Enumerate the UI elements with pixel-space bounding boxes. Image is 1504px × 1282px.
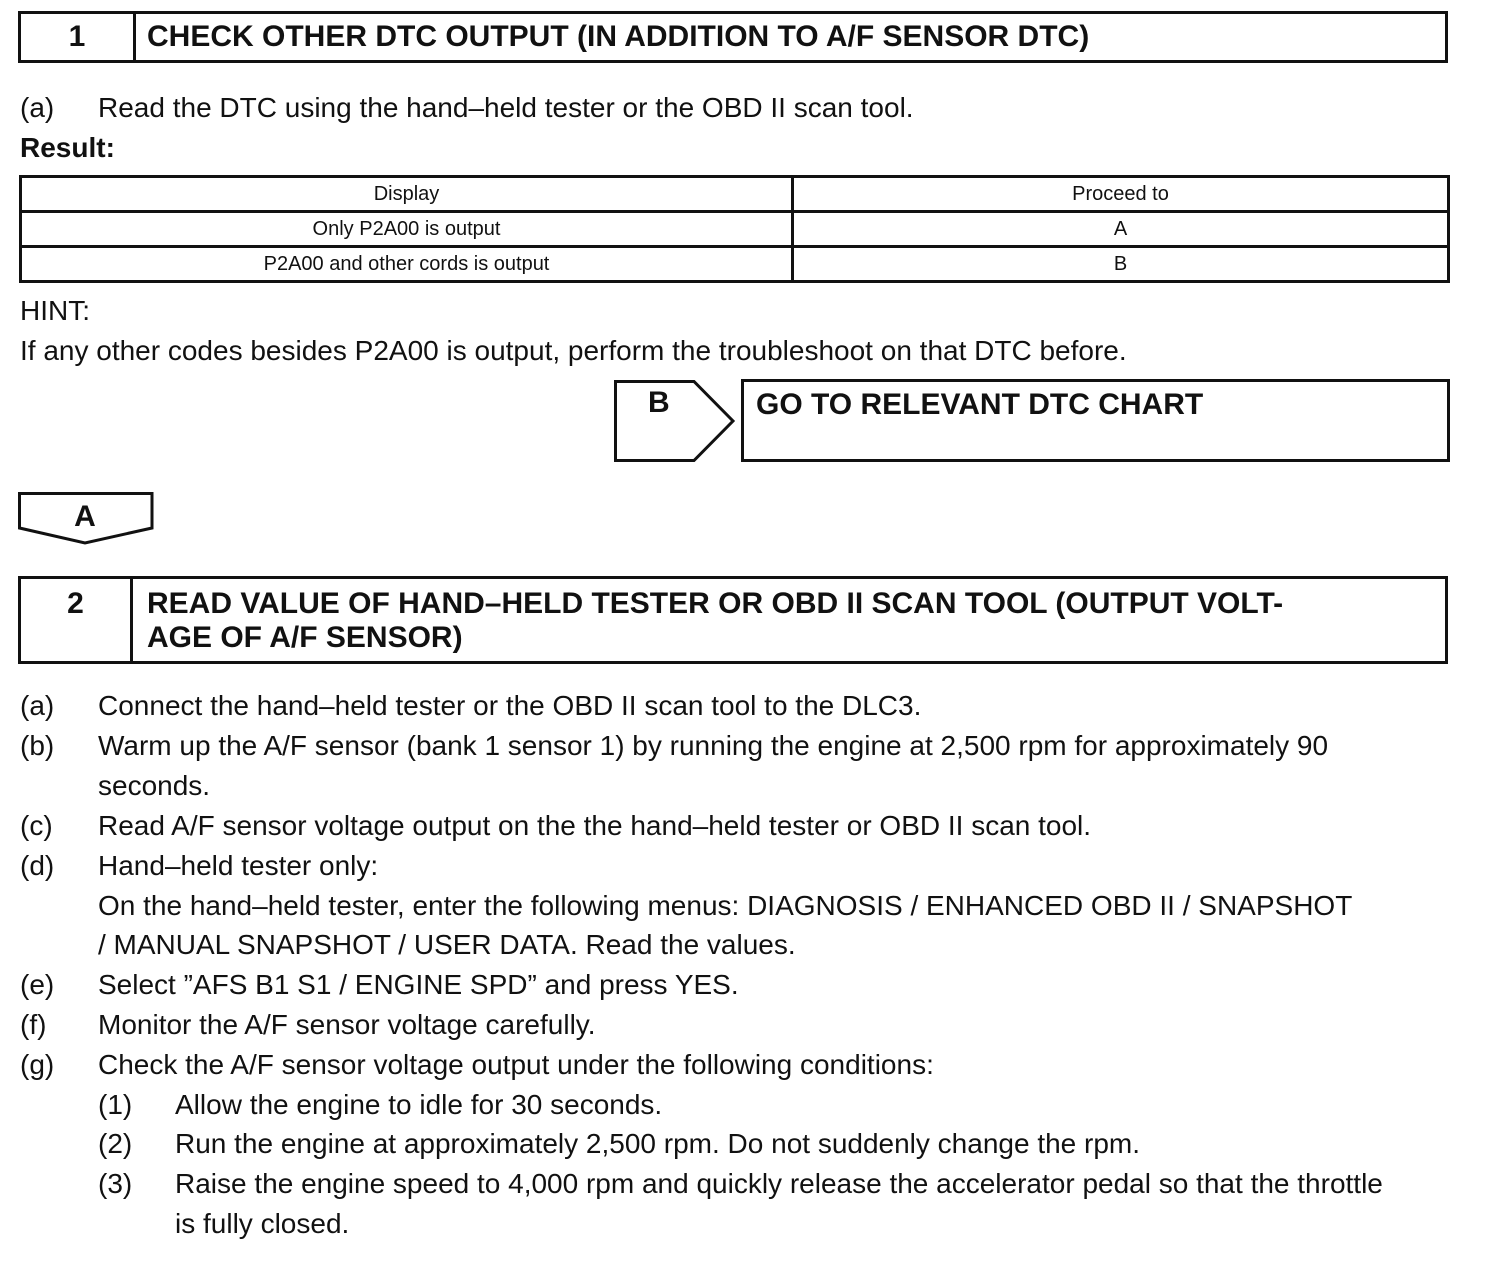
step-2-item-text: Select ”AFS B1 S1 / ENGINE SPD” and press YES. (98, 969, 739, 1000)
step-2-subitem-label: (1) (98, 1089, 133, 1120)
branch-b-action-box (741, 379, 1450, 462)
result-table (19, 175, 1450, 283)
branch-a-arrow (18, 492, 156, 546)
step-2-item-label: (g) (20, 1049, 55, 1080)
step-2-subitem-label: (3) (98, 1168, 133, 1199)
step-2-item-label: (d) (20, 850, 55, 881)
table-cell: P2A00 and other cords is output (21, 247, 793, 282)
step-2-item-label: (b) (20, 730, 55, 761)
table-cell: B (793, 247, 1449, 282)
step-2-item-label: (e) (20, 969, 55, 1000)
step-1-header (18, 11, 1448, 63)
step-2-item-text: Check the A/F sensor voltage output under the following conditions: (98, 1049, 934, 1080)
step-2-item-text: seconds. (98, 770, 211, 801)
step-2-subitem-text: Allow the engine to idle for 30 seconds. (175, 1089, 663, 1120)
table-header-row (21, 177, 1449, 212)
table-cell: Only P2A00 is output (21, 212, 793, 247)
step-2-title-line-2: AGE OF A/F SENSOR) (147, 621, 463, 654)
step-2-item-text: Monitor the A/F sensor voltage carefully. (98, 1009, 596, 1040)
result-label: Result: (20, 132, 115, 163)
hint-text: If any other codes besides P2A00 is output, perform the troubleshoot on that DTC before. (20, 335, 1127, 366)
step-2-item-text: Read A/F sensor voltage output on the the hand–held tester or OBD II scan tool. (98, 810, 1092, 841)
step-2-subitem-text: is fully closed. (175, 1208, 350, 1239)
step-1-title: CHECK OTHER DTC OUTPUT (IN ADDITION TO A/F SENSOR DTC) (147, 20, 1090, 53)
step-1-item-a-text: Read the DTC using the hand–held tester or the OBD II scan tool. (98, 92, 914, 123)
step-1-item-a-label: (a) (20, 92, 55, 123)
step-2-item-text: / MANUAL SNAPSHOT / USER DATA. Read the values. (98, 929, 796, 960)
table-row (21, 212, 1449, 247)
table-cell: A (793, 212, 1449, 247)
step-2-title-line-1: READ VALUE OF HAND–HELD TESTER OR OBD II SCAN TOOL (OUTPUT VOLT- (147, 587, 1284, 620)
step-2-subitem-text: Run the engine at approximately 2,500 rpm. Do not suddenly change the rpm. (175, 1128, 1141, 1159)
arrow-right-shape-icon (614, 380, 736, 462)
step-2-item-label: (a) (20, 690, 55, 721)
branch-b-action: GO TO RELEVANT DTC CHART (756, 388, 1204, 421)
hint-label: HINT: (20, 295, 90, 326)
branch-b-label: B (648, 386, 670, 419)
branch-b-arrow (614, 380, 736, 462)
step-2-header (18, 576, 1448, 664)
step-2-item-text: Warm up the A/F sensor (bank 1 sensor 1) by running the engine at 2,500 rpm for approximately 90 (98, 730, 1329, 761)
step-2-item-text: On the hand–held tester, enter the following menus: DIAGNOSIS / ENHANCED OBD II / SNAPSHOT (98, 890, 1353, 921)
branch-a-label: A (74, 500, 96, 533)
step-2-number: 2 (21, 579, 133, 661)
step-2-item-text: Hand–held tester only: (98, 850, 379, 881)
step-2-item-label: (f) (20, 1009, 47, 1040)
step-2-subitem-label: (2) (98, 1128, 133, 1159)
table-header-display: Display (21, 177, 793, 212)
table-row (21, 247, 1449, 282)
step-2-subitem-text: Raise the engine speed to 4,000 rpm and quickly release the accelerator pedal so that the throttle (175, 1168, 1383, 1199)
table-header-proceed: Proceed to (793, 177, 1449, 212)
step-2-item-label: (c) (20, 810, 53, 841)
step-1-number: 1 (21, 14, 136, 60)
step-2-item-text: Connect the hand–held tester or the OBD II scan tool to the DLC3. (98, 690, 922, 721)
